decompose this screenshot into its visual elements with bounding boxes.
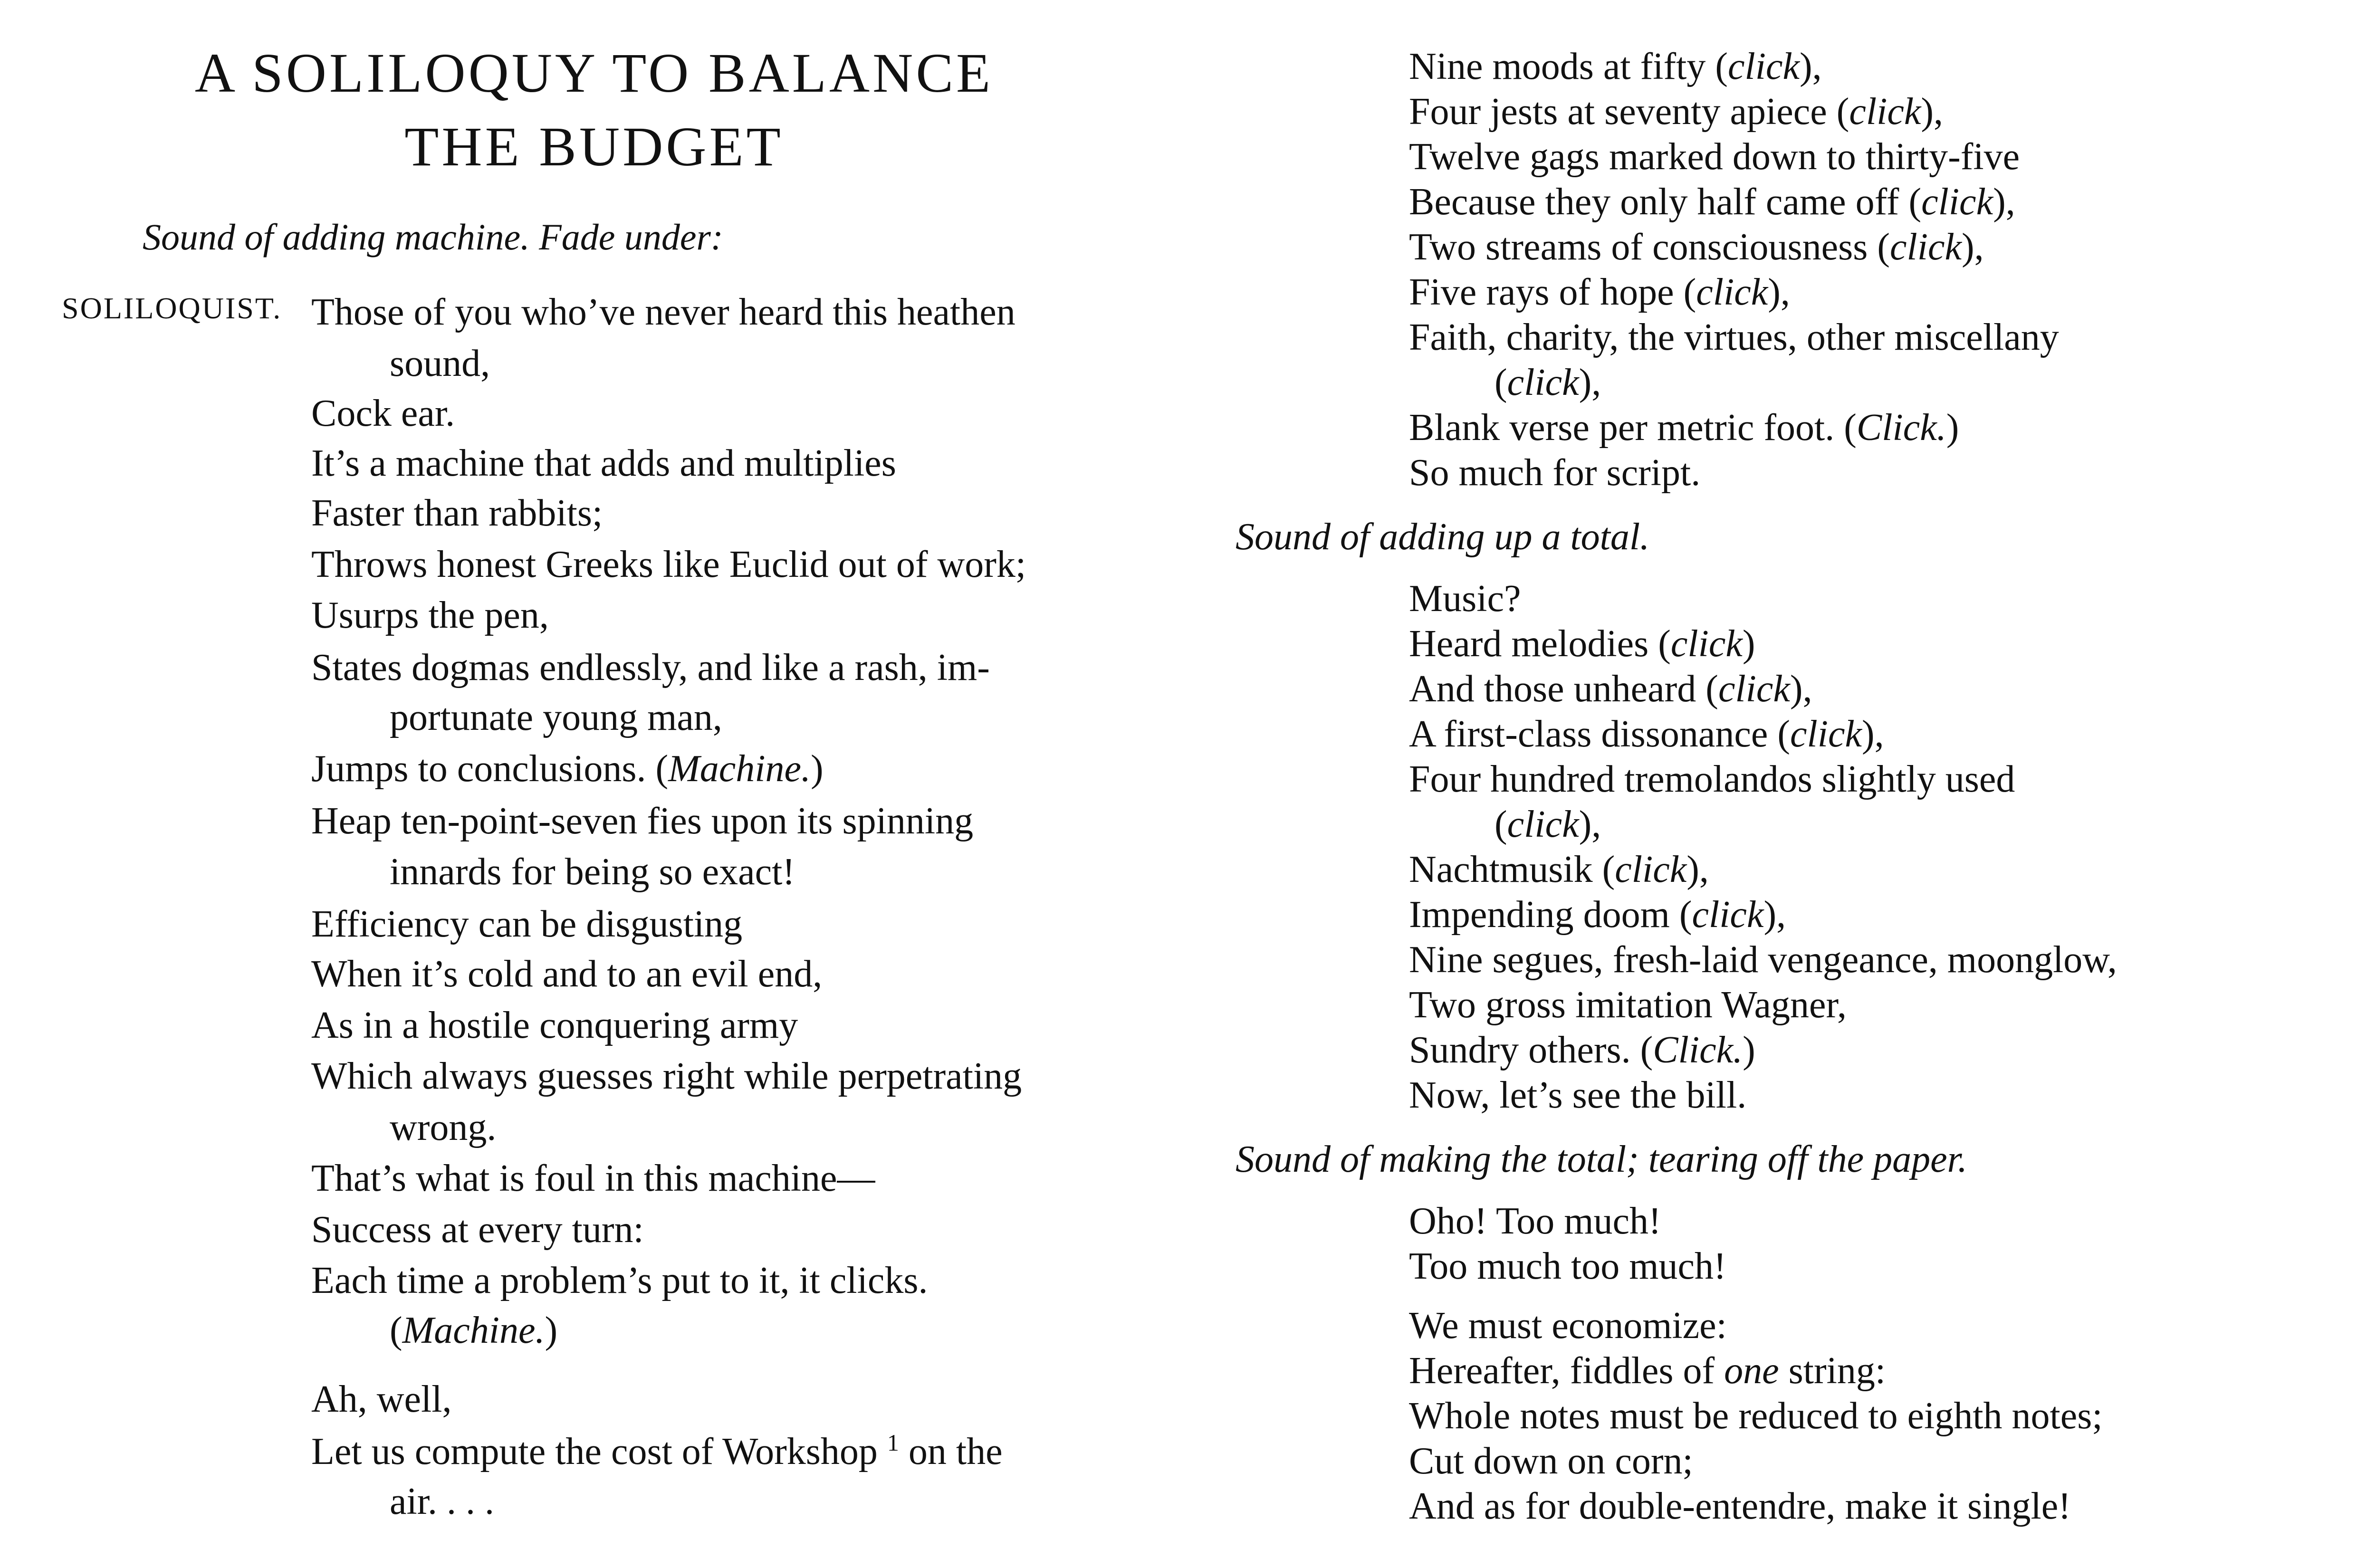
verse-line: Hereafter, fiddles of one string: <box>1409 1350 1886 1392</box>
verse-line: Success at every turn: <box>311 1209 644 1251</box>
verse-line: Which always guesses right while perpetrating <box>311 1055 1022 1097</box>
verse-line: Nine segues, fresh-laid vengeance, moonglow, <box>1409 939 2117 981</box>
title-line-2: THE BUDGET <box>404 115 784 178</box>
verse-line: Sundry others. (Click.) <box>1409 1029 1755 1071</box>
verse-line: As in a hostile conquering army <box>311 1004 798 1046</box>
verse-line: Because they only half came off (click), <box>1409 181 2015 223</box>
title-line-1: A SOLILOQUY TO BALANCE <box>194 42 994 104</box>
verse-line: Faith, charity, the virtues, other miscellany <box>1409 316 2059 358</box>
verse-line: (click), <box>1495 803 1601 845</box>
verse-line: Those of you who’ve never heard this heathen <box>311 291 1016 333</box>
verse-line: Efficiency can be disgusting <box>311 903 743 945</box>
verse-line: States dogmas endlessly, and like a rash, im- <box>311 647 990 688</box>
verse-line: Faster than rabbits; <box>311 492 603 534</box>
speaker-label: SOLILOQUIST. <box>62 291 282 325</box>
verse-line: portunate young man, <box>390 697 722 738</box>
verse-line: Cock ear. <box>311 392 455 434</box>
verse-line: Blank verse per metric foot. (Click.) <box>1409 407 1959 449</box>
verse-line: So much for script. <box>1409 452 1701 494</box>
verse-line: It’s a machine that adds and multiplies <box>311 442 896 484</box>
verse-line: sound, <box>390 343 490 384</box>
verse-line: Usurps the pen, <box>311 594 549 636</box>
verse-line: Four jests at seventy apiece (click), <box>1409 91 1943 133</box>
verse-line: Five rays of hope (click), <box>1409 271 1790 313</box>
verse-line: Each time a problem’s put to it, it clicks. <box>311 1260 928 1301</box>
verse-line: Oho! Too much! <box>1409 1200 1661 1242</box>
verse-line: That’s what is foul in this machine— <box>311 1157 875 1199</box>
verse-line: Twelve gags marked down to thirty-five <box>1409 136 2020 178</box>
verse-line: Music? <box>1409 578 1521 620</box>
stage-direction-intro: Sound of adding machine. Fade under: <box>143 216 723 258</box>
verse-line: We must economize: <box>1409 1305 1727 1347</box>
verse-line: Heard melodies (click) <box>1409 623 1755 665</box>
verse-line: Cut down on corn; <box>1409 1440 1693 1482</box>
stage-direction: Sound of adding up a total. <box>1236 516 1650 558</box>
verse-line: Now, let’s see the bill. <box>1409 1074 1747 1116</box>
verse-line: Too much too much! <box>1409 1245 1726 1287</box>
verse-line: Let us compute the cost of Workshop $^1$ on the <box>311 1429 1003 1472</box>
verse-line: Heap ten-point-seven fies upon its spinning <box>311 800 974 842</box>
verse-line: wrong. <box>390 1107 497 1148</box>
verse-line: Jumps to conclusions. (Machine.) <box>311 748 824 790</box>
verse-line: air. . . . <box>390 1481 494 1522</box>
verse-line: When it’s cold and to an evil end, <box>311 953 823 995</box>
verse-line: Nine moods at fifty (click), <box>1409 46 1822 87</box>
footnote-marker: 1 <box>887 1429 899 1456</box>
verse-line: (Machine.) <box>390 1310 558 1351</box>
verse-line: innards for being so exact! <box>390 851 795 893</box>
verse-line: Ah, well, <box>311 1378 452 1420</box>
stage-direction: Sound of making the total; tearing off the paper. <box>1236 1138 1967 1180</box>
verse-line: Whole notes must be reduced to eighth notes; <box>1409 1395 2103 1437</box>
verse-line: Two gross imitation Wagner, <box>1409 984 1847 1026</box>
verse-line: Two streams of consciousness (click), <box>1409 226 1984 268</box>
verse-line: And as for double-entendre, make it single! <box>1409 1485 2071 1527</box>
verse-line: Throws honest Greeks like Euclid out of work; <box>311 544 1026 585</box>
verse-line: (click), <box>1495 362 1601 403</box>
verse-line: And those unheard (click), <box>1409 668 1812 710</box>
verse-line: Impending doom (click), <box>1409 894 1786 936</box>
verse-line: Nachtmusik (click), <box>1409 849 1709 890</box>
verse-line: A first-class dissonance (click), <box>1409 713 1884 755</box>
verse-line: Four hundred tremolandos slightly used <box>1409 758 2015 800</box>
